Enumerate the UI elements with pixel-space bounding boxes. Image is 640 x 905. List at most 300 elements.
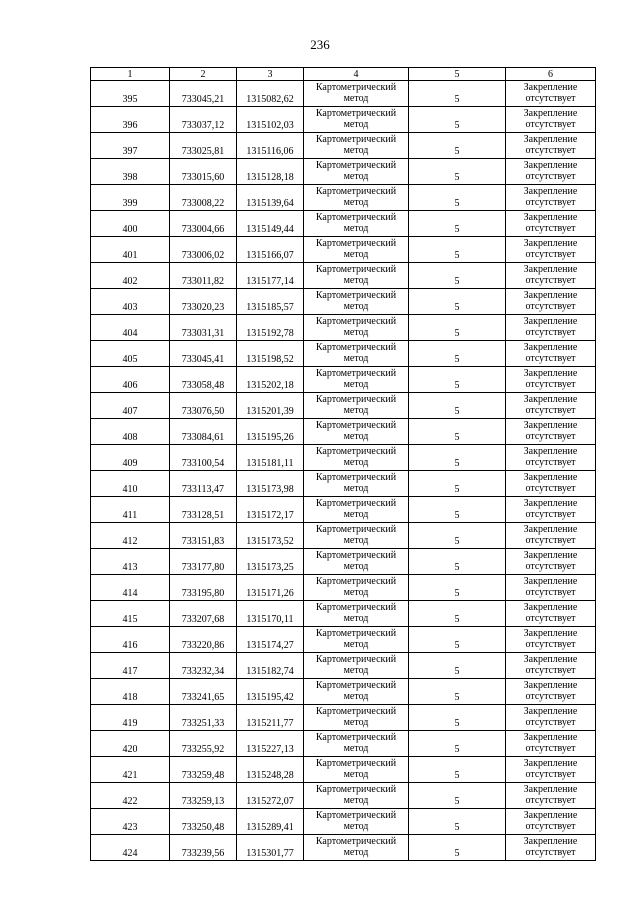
fixation-line: Закрепление <box>523 472 578 483</box>
y-coordinate-cell: 1315181,11 <box>237 445 304 471</box>
fixation-line: отсутствует <box>525 560 576 572</box>
fixation-cell <box>506 523 596 549</box>
method-line: Картометрический <box>315 836 397 847</box>
fixation-cell <box>506 835 596 861</box>
method-line: Картометрический <box>315 82 397 93</box>
table-row <box>91 211 596 237</box>
fixation-line: Закрепление <box>523 316 578 327</box>
accuracy-cell: 5 <box>409 679 506 705</box>
fixation-cell <box>506 731 596 757</box>
y-coordinate-cell: 1315173,25 <box>237 549 304 575</box>
point-number-cell: 424 <box>91 835 170 861</box>
x-coordinate-cell: 733128,51 <box>170 497 237 523</box>
fixation-cell <box>506 107 596 133</box>
table-header-row <box>91 68 596 81</box>
point-number-cell: 420 <box>91 731 170 757</box>
accuracy-cell: 5 <box>409 393 506 419</box>
table-row <box>91 497 596 523</box>
point-number-cell: 403 <box>91 289 170 315</box>
x-coordinate-cell: 733008,22 <box>170 185 237 211</box>
fixation-line: Закрепление <box>523 108 578 119</box>
point-number-cell: 406 <box>91 367 170 393</box>
table-row <box>91 107 596 133</box>
coordinates-table <box>90 67 596 861</box>
fixation-line: Закрепление <box>523 576 578 587</box>
fixation-cell <box>506 133 596 159</box>
y-coordinate-cell: 1315173,98 <box>237 471 304 497</box>
fixation-line: отсутствует <box>525 300 576 312</box>
fixation-cell <box>506 497 596 523</box>
point-number-cell: 400 <box>91 211 170 237</box>
fixation-line: отсутствует <box>525 638 576 650</box>
table-row <box>91 757 596 783</box>
method-cell <box>304 809 409 835</box>
method-line: метод <box>343 742 369 754</box>
x-coordinate-cell: 733177,80 <box>170 549 237 575</box>
method-line: Картометрический <box>315 290 397 301</box>
fixation-line: отсутствует <box>525 794 576 806</box>
fixation-cell <box>506 679 596 705</box>
fixation-line: Закрепление <box>523 82 578 93</box>
fixation-cell <box>506 783 596 809</box>
fixation-cell <box>506 705 596 731</box>
method-cell <box>304 445 409 471</box>
accuracy-cell: 5 <box>409 81 506 107</box>
method-cell <box>304 185 409 211</box>
method-line: метод <box>343 534 369 546</box>
accuracy-cell: 5 <box>409 315 506 341</box>
method-line: Картометрический <box>315 446 397 457</box>
fixation-line: отсутствует <box>525 92 576 104</box>
y-coordinate-cell: 1315166,07 <box>237 237 304 263</box>
accuracy-cell: 5 <box>409 263 506 289</box>
point-number-cell: 395 <box>91 81 170 107</box>
fixation-cell <box>506 627 596 653</box>
accuracy-cell: 5 <box>409 185 506 211</box>
x-coordinate-cell: 733045,21 <box>170 81 237 107</box>
fixation-line: отсутствует <box>525 768 576 780</box>
x-coordinate-cell: 733031,31 <box>170 315 237 341</box>
table-row <box>91 315 596 341</box>
method-line: метод <box>343 352 369 364</box>
fixation-line: Закрепление <box>523 498 578 509</box>
point-number-cell: 411 <box>91 497 170 523</box>
point-number-cell: 410 <box>91 471 170 497</box>
x-coordinate-cell: 733232,34 <box>170 653 237 679</box>
y-coordinate-cell: 1315289,41 <box>237 809 304 835</box>
fixation-line: отсутствует <box>525 456 576 468</box>
point-number-cell: 408 <box>91 419 170 445</box>
accuracy-cell: 5 <box>409 549 506 575</box>
fixation-line: отсутствует <box>525 846 576 858</box>
point-number-cell: 414 <box>91 575 170 601</box>
column-header-1: 1 <box>91 68 170 81</box>
table-row <box>91 471 596 497</box>
y-coordinate-cell: 1315139,64 <box>237 185 304 211</box>
fixation-line: Закрепление <box>523 212 578 223</box>
method-cell <box>304 705 409 731</box>
y-coordinate-cell: 1315082,62 <box>237 81 304 107</box>
fixation-cell <box>506 393 596 419</box>
table-row <box>91 601 596 627</box>
x-coordinate-cell: 733255,92 <box>170 731 237 757</box>
fixation-cell <box>506 549 596 575</box>
fixation-line: Закрепление <box>523 186 578 197</box>
method-line: Картометрический <box>315 680 397 691</box>
table-row <box>91 393 596 419</box>
fixation-line: Закрепление <box>523 836 578 847</box>
method-line: метод <box>343 196 369 208</box>
fixation-line: отсутствует <box>525 404 576 416</box>
y-coordinate-cell: 1315149,44 <box>237 211 304 237</box>
fixation-cell <box>506 419 596 445</box>
method-line: метод <box>343 456 369 468</box>
fixation-line: отсутствует <box>525 430 576 442</box>
table-row <box>91 263 596 289</box>
point-number-cell: 418 <box>91 679 170 705</box>
accuracy-cell: 5 <box>409 835 506 861</box>
method-cell <box>304 783 409 809</box>
method-cell <box>304 237 409 263</box>
method-line: Картометрический <box>315 160 397 171</box>
method-cell <box>304 419 409 445</box>
y-coordinate-cell: 1315201,39 <box>237 393 304 419</box>
fixation-cell <box>506 263 596 289</box>
method-line: метод <box>343 118 369 130</box>
table-row <box>91 523 596 549</box>
point-number-cell: 416 <box>91 627 170 653</box>
method-line: метод <box>343 482 369 494</box>
accuracy-cell: 5 <box>409 107 506 133</box>
table-row <box>91 419 596 445</box>
method-line: метод <box>343 404 369 416</box>
fixation-line: Закрепление <box>523 420 578 431</box>
method-line: метод <box>343 170 369 182</box>
y-coordinate-cell: 1315171,26 <box>237 575 304 601</box>
method-cell <box>304 315 409 341</box>
y-coordinate-cell: 1315192,78 <box>237 315 304 341</box>
fixation-line: Закрепление <box>523 134 578 145</box>
method-cell <box>304 211 409 237</box>
fixation-line: Закрепление <box>523 550 578 561</box>
accuracy-cell: 5 <box>409 289 506 315</box>
method-line: метод <box>343 820 369 832</box>
method-line: Картометрический <box>315 212 397 223</box>
fixation-cell <box>506 81 596 107</box>
accuracy-cell: 5 <box>409 757 506 783</box>
accuracy-cell: 5 <box>409 445 506 471</box>
method-cell <box>304 575 409 601</box>
fixation-cell <box>506 315 596 341</box>
point-number-cell: 409 <box>91 445 170 471</box>
y-coordinate-cell: 1315301,77 <box>237 835 304 861</box>
fixation-line: отсутствует <box>525 118 576 130</box>
accuracy-cell: 5 <box>409 133 506 159</box>
fixation-line: отсутствует <box>525 742 576 754</box>
y-coordinate-cell: 1315177,14 <box>237 263 304 289</box>
fixation-line: отсутствует <box>525 326 576 338</box>
fixation-line: отсутствует <box>525 352 576 364</box>
table-row <box>91 445 596 471</box>
method-line: метод <box>343 144 369 156</box>
x-coordinate-cell: 733025,81 <box>170 133 237 159</box>
method-line: Картометрический <box>315 628 397 639</box>
y-coordinate-cell: 1315198,52 <box>237 341 304 367</box>
point-number-cell: 421 <box>91 757 170 783</box>
x-coordinate-cell: 733151,83 <box>170 523 237 549</box>
fixation-cell <box>506 809 596 835</box>
table-row <box>91 783 596 809</box>
fixation-line: Закрепление <box>523 680 578 691</box>
fixation-cell <box>506 575 596 601</box>
fixation-line: Закрепление <box>523 784 578 795</box>
method-cell <box>304 263 409 289</box>
method-line: метод <box>343 508 369 520</box>
column-header-4: 4 <box>304 68 409 81</box>
method-line: метод <box>343 326 369 338</box>
method-cell <box>304 341 409 367</box>
method-line: метод <box>343 638 369 650</box>
fixation-line: отсутствует <box>525 690 576 702</box>
accuracy-cell: 5 <box>409 627 506 653</box>
table-row <box>91 653 596 679</box>
accuracy-cell: 5 <box>409 731 506 757</box>
fixation-cell <box>506 211 596 237</box>
fixation-cell <box>506 185 596 211</box>
method-cell <box>304 393 409 419</box>
method-cell <box>304 159 409 185</box>
fixation-line: отсутствует <box>525 248 576 260</box>
x-coordinate-cell: 733100,54 <box>170 445 237 471</box>
fixation-cell <box>506 341 596 367</box>
accuracy-cell: 5 <box>409 601 506 627</box>
x-coordinate-cell: 733076,50 <box>170 393 237 419</box>
y-coordinate-cell: 1315211,77 <box>237 705 304 731</box>
accuracy-cell: 5 <box>409 341 506 367</box>
accuracy-cell: 5 <box>409 497 506 523</box>
y-coordinate-cell: 1315102,03 <box>237 107 304 133</box>
fixation-line: Закрепление <box>523 602 578 613</box>
method-cell <box>304 367 409 393</box>
table-row <box>91 679 596 705</box>
point-number-cell: 401 <box>91 237 170 263</box>
y-coordinate-cell: 1315195,42 <box>237 679 304 705</box>
method-line: метод <box>343 768 369 780</box>
method-cell <box>304 523 409 549</box>
method-line: метод <box>343 248 369 260</box>
method-line: метод <box>343 612 369 624</box>
accuracy-cell: 5 <box>409 211 506 237</box>
point-number-cell: 397 <box>91 133 170 159</box>
accuracy-cell: 5 <box>409 419 506 445</box>
accuracy-cell: 5 <box>409 367 506 393</box>
y-coordinate-cell: 1315185,57 <box>237 289 304 315</box>
table-row <box>91 705 596 731</box>
table-row <box>91 185 596 211</box>
table-row <box>91 159 596 185</box>
fixation-line: Закрепление <box>523 394 578 405</box>
fixation-cell <box>506 237 596 263</box>
fixation-line: отсутствует <box>525 196 576 208</box>
method-line: метод <box>343 794 369 806</box>
method-cell <box>304 731 409 757</box>
fixation-line: отсутствует <box>525 378 576 390</box>
fixation-line: Закрепление <box>523 290 578 301</box>
x-coordinate-cell: 733259,48 <box>170 757 237 783</box>
point-number-cell: 417 <box>91 653 170 679</box>
table-row <box>91 133 596 159</box>
table-row <box>91 237 596 263</box>
point-number-cell: 419 <box>91 705 170 731</box>
x-coordinate-cell: 733259,13 <box>170 783 237 809</box>
method-cell <box>304 133 409 159</box>
y-coordinate-cell: 1315173,52 <box>237 523 304 549</box>
fixation-cell <box>506 601 596 627</box>
method-line: Картометрический <box>315 758 397 769</box>
fixation-line: отсутствует <box>525 664 576 676</box>
table-row <box>91 731 596 757</box>
method-line: Картометрический <box>315 732 397 743</box>
fixation-line: отсутствует <box>525 222 576 234</box>
column-header-2: 2 <box>170 68 237 81</box>
method-cell <box>304 107 409 133</box>
fixation-line: отсутствует <box>525 144 576 156</box>
fixation-cell <box>506 445 596 471</box>
method-cell <box>304 497 409 523</box>
table-row <box>91 575 596 601</box>
point-number-cell: 404 <box>91 315 170 341</box>
table-row <box>91 81 596 107</box>
method-line: Картометрический <box>315 810 397 821</box>
method-line: Картометрический <box>315 420 397 431</box>
x-coordinate-cell: 733241,65 <box>170 679 237 705</box>
method-line: метод <box>343 846 369 858</box>
method-line: Картометрический <box>315 394 397 405</box>
y-coordinate-cell: 1315170,11 <box>237 601 304 627</box>
x-coordinate-cell: 733045,41 <box>170 341 237 367</box>
x-coordinate-cell: 733220,86 <box>170 627 237 653</box>
method-line: метод <box>343 560 369 572</box>
accuracy-cell: 5 <box>409 809 506 835</box>
fixation-line: Закрепление <box>523 368 578 379</box>
method-line: Картометрический <box>315 576 397 587</box>
column-header-6: 6 <box>506 68 596 81</box>
y-coordinate-cell: 1315227,13 <box>237 731 304 757</box>
point-number-cell: 399 <box>91 185 170 211</box>
fixation-line: отсутствует <box>525 586 576 598</box>
method-line: Картометрический <box>315 472 397 483</box>
accuracy-cell: 5 <box>409 705 506 731</box>
table-row <box>91 835 596 861</box>
fixation-line: Закрепление <box>523 238 578 249</box>
method-line: Картометрический <box>315 654 397 665</box>
point-number-cell: 422 <box>91 783 170 809</box>
point-number-cell: 402 <box>91 263 170 289</box>
method-line: Картометрический <box>315 134 397 145</box>
fixation-line: Закрепление <box>523 810 578 821</box>
method-line: метод <box>343 586 369 598</box>
x-coordinate-cell: 733004,66 <box>170 211 237 237</box>
fixation-line: Закрепление <box>523 160 578 171</box>
table-body <box>91 81 596 861</box>
method-line: Картометрический <box>315 368 397 379</box>
column-header-5: 5 <box>409 68 506 81</box>
fixation-line: отсутствует <box>525 170 576 182</box>
y-coordinate-cell: 1315248,28 <box>237 757 304 783</box>
x-coordinate-cell: 733207,68 <box>170 601 237 627</box>
fixation-cell <box>506 159 596 185</box>
fixation-line: Закрепление <box>523 758 578 769</box>
accuracy-cell: 5 <box>409 783 506 809</box>
fixation-cell <box>506 471 596 497</box>
fixation-line: Закрепление <box>523 342 578 353</box>
method-cell <box>304 601 409 627</box>
y-coordinate-cell: 1315272,07 <box>237 783 304 809</box>
y-coordinate-cell: 1315116,06 <box>237 133 304 159</box>
x-coordinate-cell: 733006,02 <box>170 237 237 263</box>
method-line: Картометрический <box>315 108 397 119</box>
fixation-cell <box>506 367 596 393</box>
point-number-cell: 396 <box>91 107 170 133</box>
method-line: Картометрический <box>315 186 397 197</box>
fixation-line: Закрепление <box>523 654 578 665</box>
point-number-cell: 413 <box>91 549 170 575</box>
method-line: Картометрический <box>315 498 397 509</box>
y-coordinate-cell: 1315202,18 <box>237 367 304 393</box>
method-cell <box>304 627 409 653</box>
method-line: метод <box>343 274 369 286</box>
y-coordinate-cell: 1315128,18 <box>237 159 304 185</box>
fixation-line: отсутствует <box>525 482 576 494</box>
table-row <box>91 627 596 653</box>
fixation-line: Закрепление <box>523 524 578 535</box>
method-line: Картометрический <box>315 316 397 327</box>
x-coordinate-cell: 733058,48 <box>170 367 237 393</box>
accuracy-cell: 5 <box>409 523 506 549</box>
y-coordinate-cell: 1315182,74 <box>237 653 304 679</box>
x-coordinate-cell: 733084,61 <box>170 419 237 445</box>
accuracy-cell: 5 <box>409 471 506 497</box>
method-line: Картометрический <box>315 238 397 249</box>
method-cell <box>304 835 409 861</box>
fixation-line: Закрепление <box>523 446 578 457</box>
point-number-cell: 423 <box>91 809 170 835</box>
fixation-line: отсутствует <box>525 534 576 546</box>
y-coordinate-cell: 1315195,26 <box>237 419 304 445</box>
method-cell <box>304 653 409 679</box>
x-coordinate-cell: 733251,33 <box>170 705 237 731</box>
method-cell <box>304 289 409 315</box>
method-line: Картометрический <box>315 706 397 717</box>
method-line: метод <box>343 378 369 390</box>
method-line: метод <box>343 222 369 234</box>
fixation-cell <box>506 289 596 315</box>
method-cell <box>304 549 409 575</box>
point-number-cell: 398 <box>91 159 170 185</box>
method-line: Картометрический <box>315 602 397 613</box>
method-line: метод <box>343 716 369 728</box>
point-number-cell: 415 <box>91 601 170 627</box>
x-coordinate-cell: 733015,60 <box>170 159 237 185</box>
y-coordinate-cell: 1315172,17 <box>237 497 304 523</box>
table-row <box>91 341 596 367</box>
method-line: метод <box>343 92 369 104</box>
table-row <box>91 809 596 835</box>
point-number-cell: 405 <box>91 341 170 367</box>
x-coordinate-cell: 733011,82 <box>170 263 237 289</box>
method-cell <box>304 757 409 783</box>
accuracy-cell: 5 <box>409 653 506 679</box>
